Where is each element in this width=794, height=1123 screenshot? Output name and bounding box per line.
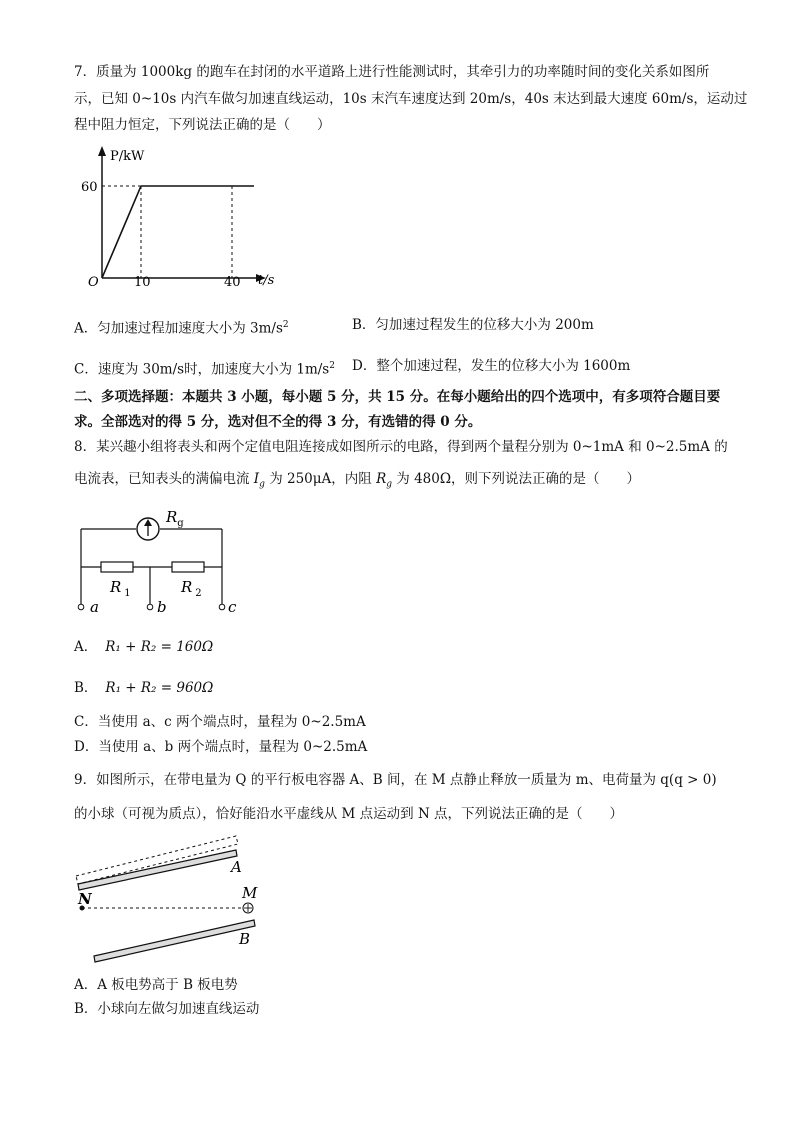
x-tick-40: 40 [224,275,241,290]
meter-label: $R_g$ [166,508,184,529]
q7-option-d: D．整个加速过程，发生的位移大小为 1600m [352,358,631,374]
terminal-a-label: a [90,598,99,616]
q8-option-d: D．当使用 a、b 两个端点时，量程为 0~2.5mA [74,739,368,755]
q7-option-b: B．匀加速过程发生的位移大小为 200m [352,317,594,333]
r2-label: R $_2$ [181,578,202,599]
section-2-instructions-line-2: 求。全部选对的得 5 分，选对但不全的得 3 分，有选错的得 0 分。 [74,414,482,430]
q7-stem-line-1: 7．质量为 1000kg 的跑车在封闭的水平道路上进行性能测试时，其牵引力的功率随时间的变化关系如图所 [74,64,710,80]
q8-option-b: B． R₁ + R₂ = 960Ω [74,680,214,696]
x-axis-label: t/s [258,273,275,288]
q7-option-a: A．匀加速过程加速度大小为 $3m/s^2$ [74,320,289,337]
q9-option-b: B．小球向左做匀加速直线运动 [74,1001,260,1017]
plate-b [94,920,255,962]
point-n-label: N [78,890,92,908]
y-axis-label: P/kW [110,149,145,164]
q9-stem-line-1: 9．如图所示，在带电量为 Q 的平行板电容器 A、B 间，在 M 点静止释放一质量为 m、电荷量为 q(q > 0) [74,772,717,788]
q7-stem-line-2: 示，已知 0~10s 内汽车做匀加速直线运动，10s 末汽车速度达到 20m/s，40s 末达到最大速度 60m/s，运动过 [74,91,748,107]
x-tick-10: 10 [134,275,151,290]
q7-stem-line-3: 程中阻力恒定，下列说法正确的是（ ） [74,117,331,133]
q9-stem-line-2: 的小球（可视为质点），恰好能沿水平虚线从 M 点运动到 N 点，下列说法正确的是（ ） [74,806,624,822]
r1-label: R $_1$ [110,578,131,599]
terminal-b-label: b [157,598,167,616]
terminal-c [219,604,225,610]
q8-stem-line-2: 电流表，已知表头的满偏电流 $I_g$ 为 250μA，内阻 $R_g$ 为 480Ω，则下列说法正确的是（ ） [74,471,641,490]
q8-option-a: A． R₁ + R₂ = 160Ω [74,639,214,655]
resistor-r2 [172,562,204,572]
y-tick-60: 60 [81,180,98,195]
terminal-a [78,604,84,610]
q9-option-a: A．A 板电势高于 B 板电势 [74,977,238,993]
q8-stem-line-1: 8．某兴趣小组将表头和两个定值电阻连接成如图所示的电路，得到两个量程分别为 0~1mA 和 0~2.5mA 的 [74,439,728,455]
terminal-c-label: c [228,598,237,616]
plate-a-label: A [231,858,242,876]
q9-capacitor-diagram [74,830,274,970]
resistor-r1 [101,562,133,572]
q8-option-c: C．当使用 a、c 两个端点时，量程为 0~2.5mA [74,714,366,730]
power-ramp-line [102,186,141,278]
q7-power-time-graph [70,140,290,290]
origin-label: O [88,275,99,290]
plate-b-label: B [239,930,251,948]
y-axis-arrow [98,146,106,156]
terminal-b [147,604,153,610]
point-m-label: M [242,884,258,902]
q7-option-c: C．速度为 30m/s时，加速度大小为 $1m/s^2$ [74,361,335,378]
section-2-instructions-line-1: 二、多项选择题：本题共 3 小题，每小题 5 分，共 15 分。在每小题给出的四个选项中，有多项符合题目要 [74,389,721,405]
q8-circuit-diagram [74,500,254,620]
